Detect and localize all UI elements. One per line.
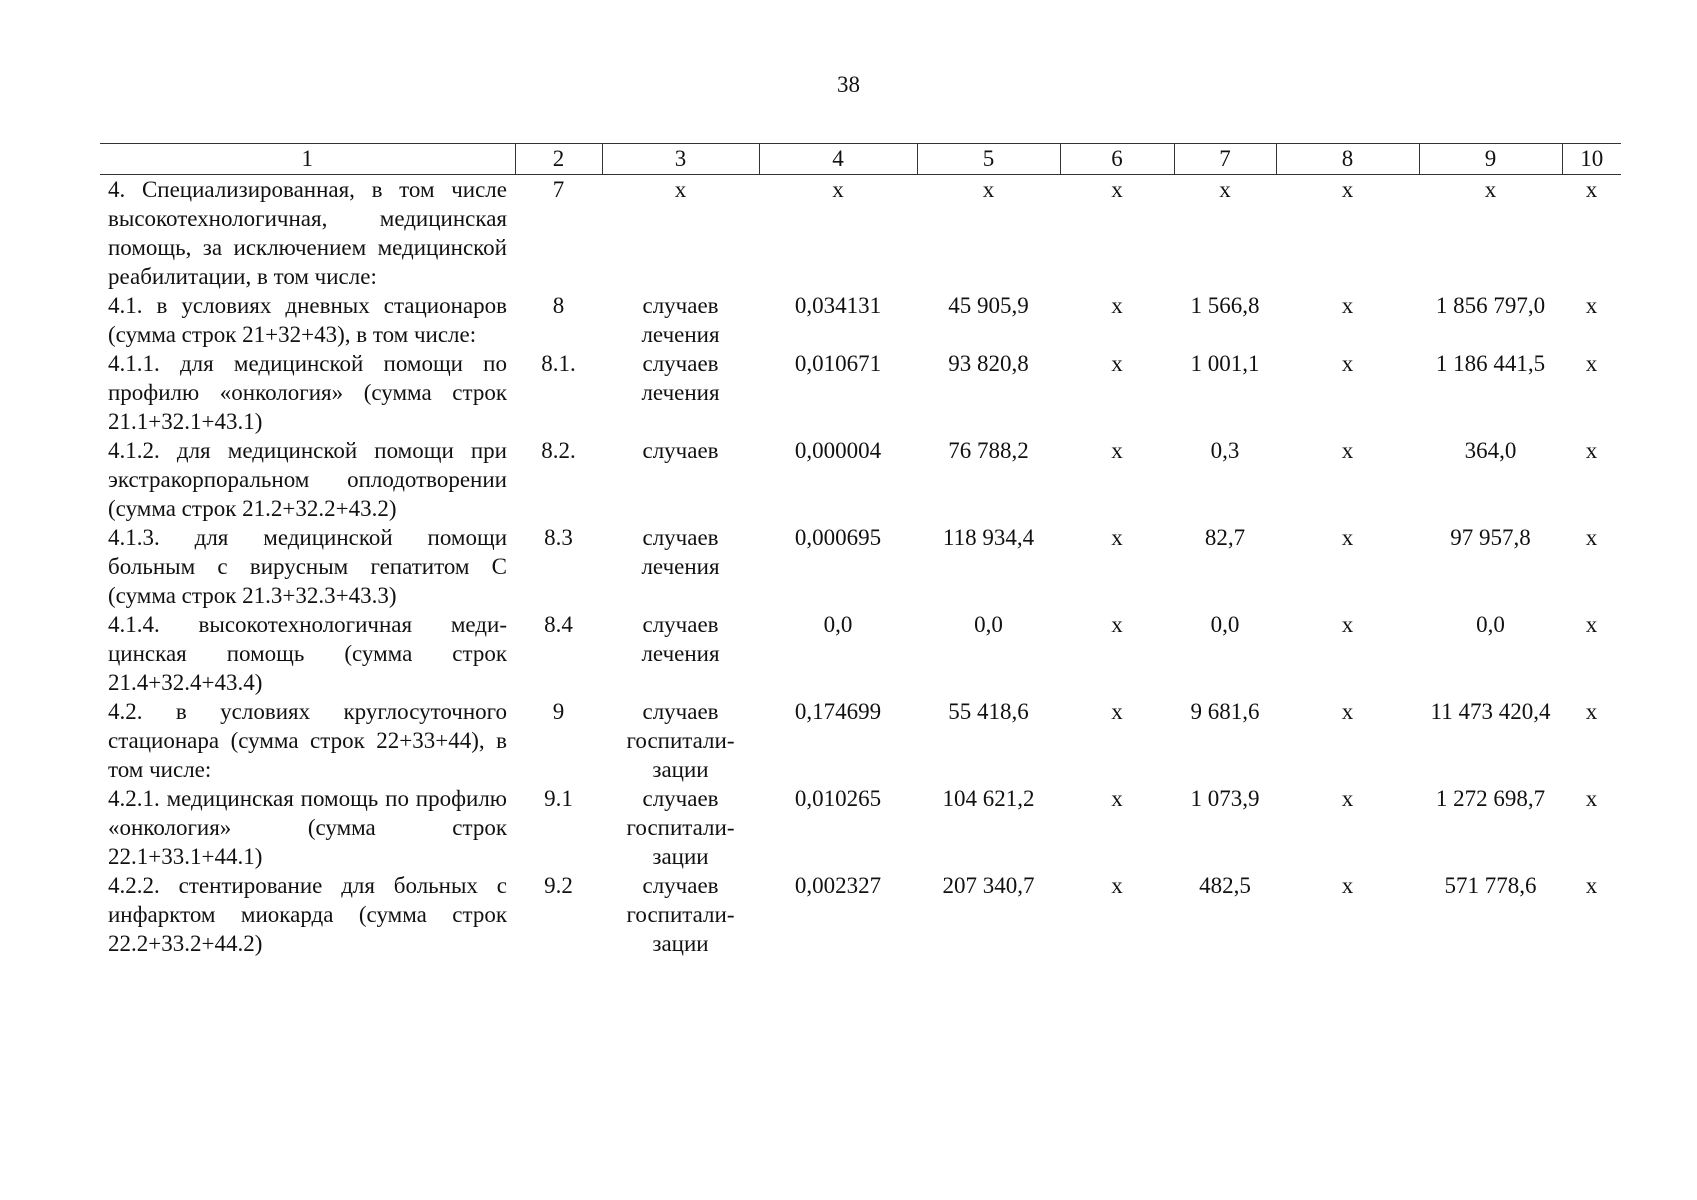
value-cell: 55 418,6 [948, 699, 1029, 724]
value-cell: х [1585, 612, 1598, 637]
row-number-cell: 8.2. [541, 438, 576, 463]
row-name-cell: 4. Специализированная, в том числе высокотехнологичная, медицинская помощь, за исключением медицинской реабилитации, в том числе: [108, 177, 507, 289]
value-cell: х [1341, 786, 1354, 811]
value-cell: х [1585, 786, 1598, 811]
row-number-cell: 8.4 [544, 612, 573, 637]
value-cell: х [1341, 699, 1354, 724]
value-cell: 1 186 441,5 [1435, 351, 1546, 376]
column-header: 4 [759, 144, 917, 175]
column-header: 8 [1276, 144, 1419, 175]
column-header: 5 [917, 144, 1060, 175]
value-cell: 45 905,9 [948, 293, 1029, 318]
value-cell: х [1111, 293, 1123, 318]
value-cell: 0,174699 [794, 699, 882, 724]
column-header: 7 [1174, 144, 1276, 175]
value-cell: х [982, 177, 995, 202]
value-cell: 0,0 [823, 612, 853, 637]
column-header: 10 [1562, 144, 1621, 175]
value-cell: 482,5 [1199, 873, 1251, 898]
row-number-cell: 9.1 [544, 786, 573, 811]
value-cell: х [1111, 438, 1123, 463]
value-cell: 1 073,9 [1190, 786, 1260, 811]
value-cell: 76 788,2 [948, 438, 1029, 463]
value-cell: 0,000695 [794, 525, 882, 550]
unit-cell: случаев госпитализации [626, 873, 735, 956]
value-cell: 0,010671 [794, 351, 882, 376]
value-cell: х [1341, 612, 1354, 637]
row-name-cell: 4.1.4. высокотехнологичная медицинская помощь (сумма строк 21.4+32.4+43.4) [108, 612, 507, 695]
value-cell: 1 001,1 [1190, 351, 1260, 376]
row-number-cell: 9 [552, 699, 565, 724]
value-cell: х [1341, 293, 1354, 318]
row-number-cell: 8 [552, 293, 565, 318]
value-cell: 0,010265 [794, 786, 882, 811]
value-cell: 0,0 [974, 612, 1003, 637]
value-cell: х [1585, 351, 1598, 376]
value-cell: 104 621,2 [942, 786, 1035, 811]
data-table [100, 143, 1621, 958]
table-row [100, 291, 1621, 349]
unit-cell: случаев лечения [641, 612, 720, 666]
value-cell: 97 957,8 [1450, 525, 1531, 550]
value-cell: 1 272 698,7 [1435, 786, 1546, 811]
value-cell: х [1111, 525, 1123, 550]
table-row [100, 349, 1621, 436]
table-row [100, 175, 1621, 292]
row-name-cell: 4.1.3. для медицинской помощи больным с вирусным гепатитом С (сумма строк 21.3+32.3+43.3) [108, 525, 507, 608]
unit-cell: случаев госпитализации [626, 699, 735, 782]
value-cell: х [1111, 786, 1123, 811]
row-number-cell: 9.2 [544, 873, 573, 898]
value-cell: 0,3 [1210, 438, 1240, 463]
value-cell: х [1111, 177, 1123, 202]
value-cell: 82,7 [1204, 525, 1246, 550]
value-cell: х [1111, 873, 1123, 898]
unit-cell: случаев [642, 438, 719, 463]
unit-cell: случаев госпитализации [626, 786, 735, 869]
value-cell: 1 856 797,0 [1435, 293, 1546, 318]
value-cell: 0,0 [1476, 612, 1505, 637]
value-cell: х [1585, 293, 1598, 318]
unit-cell: случаев лечения [641, 293, 720, 347]
row-name-cell: 4.1.1. для медицинской помощи по профилю «онкология» (сумма строк 21.1+32.1+43.1) [108, 351, 507, 434]
value-cell: 364,0 [1464, 438, 1517, 463]
table-row [100, 610, 1621, 697]
column-header: 1 [100, 144, 515, 175]
row-name-cell: 4.1.2. для медицинской помощи при экстракорпоральном оплодотворении (сумма строк 21.2+32.2+43.2) [108, 438, 507, 521]
value-cell: х [1341, 525, 1354, 550]
value-cell: х [1341, 873, 1354, 898]
table-row [100, 871, 1621, 958]
page-number: 38 [837, 72, 860, 97]
value-cell: х [1585, 438, 1598, 463]
value-cell: х [1111, 351, 1123, 376]
row-name-cell: 4.1. в условиях дневных стационаров (сумма строк 21+32+43), в том числе: [108, 293, 507, 347]
value-cell: х [1585, 873, 1598, 898]
table-header-row [100, 144, 1621, 175]
column-header: 2 [515, 144, 602, 175]
value-cell: х [1111, 699, 1123, 724]
value-cell: х [1585, 699, 1598, 724]
value-cell: 9 681,6 [1190, 699, 1260, 724]
value-cell: х [1585, 525, 1598, 550]
value-cell: х [1341, 351, 1354, 376]
row-name-cell: 4.2.2. стентирование для больных с инфарктом миокарда (сумма строк 22.2+33.2+44.2) [108, 873, 507, 956]
row-name-cell: 4.2. в условиях круглосуточного стационара (сумма строк 22+33+44), в том числе: [108, 699, 507, 782]
value-cell: 11 473 420,4 [1430, 699, 1551, 724]
column-header: 9 [1419, 144, 1562, 175]
value-cell: х [1341, 438, 1354, 463]
column-header: 6 [1060, 144, 1174, 175]
value-cell: 93 820,8 [948, 351, 1029, 376]
value-cell: 0,0 [1210, 612, 1240, 637]
value-cell: 207 340,7 [942, 873, 1035, 898]
table-row [100, 697, 1621, 784]
value-cell: х [832, 177, 844, 202]
value-cell: 571 778,6 [1444, 873, 1537, 898]
unit-cell: х [674, 177, 687, 202]
value-cell: х [1341, 177, 1354, 202]
unit-cell: случаев лечения [641, 525, 720, 579]
value-cell: 0,002327 [794, 873, 882, 898]
table-row [100, 523, 1621, 610]
table-row [100, 784, 1621, 871]
value-cell: 0,034131 [794, 293, 882, 318]
value-cell: 118 934,4 [942, 525, 1035, 550]
value-cell: 0,000004 [794, 438, 882, 463]
row-number-cell: 7 [552, 177, 565, 202]
value-cell: х [1111, 612, 1123, 637]
value-cell: 1 566,8 [1190, 293, 1260, 318]
value-cell: х [1484, 177, 1497, 202]
row-number-cell: 8.3 [544, 525, 573, 550]
table-row [100, 436, 1621, 523]
row-name-cell: 4.2.1. медицинская помощь по профилю «онкология» (сумма строк 22.1+33.1+44.1) [108, 786, 507, 869]
column-header: 3 [602, 144, 759, 175]
row-number-cell: 8.1. [541, 351, 576, 376]
value-cell: х [1219, 177, 1231, 202]
value-cell: х [1585, 177, 1598, 202]
unit-cell: случаев лечения [641, 351, 720, 405]
